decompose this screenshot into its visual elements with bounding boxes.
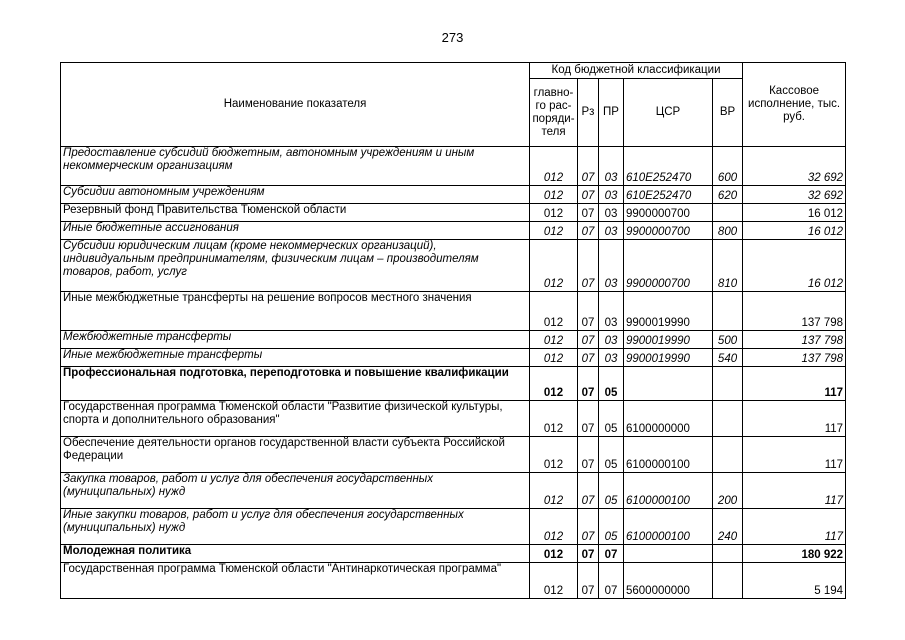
row-name: Резервный фонд Правительства Тюменской области xyxy=(61,204,530,222)
row-code-pr: 05 xyxy=(599,401,624,437)
row-code-gr: 012 xyxy=(530,509,578,545)
row-code-pr: 03 xyxy=(599,204,624,222)
row-name: Межбюджетные трансферты xyxy=(61,331,530,349)
row-code-pr: 03 xyxy=(599,349,624,367)
row-sum: 16 012 xyxy=(743,204,846,222)
row-code-gr: 012 xyxy=(530,147,578,186)
table-row xyxy=(61,401,846,437)
row-sum: 16 012 xyxy=(743,240,846,292)
row-code-gr: 012 xyxy=(530,437,578,473)
row-code-gr: 012 xyxy=(530,222,578,240)
row-sum: 32 692 xyxy=(743,147,846,186)
row-code-gr: 012 xyxy=(530,367,578,401)
row-code-gr: 012 xyxy=(530,563,578,599)
row-code-rz: 07 xyxy=(578,563,599,599)
row-code-csr: 610E252470 xyxy=(624,147,713,186)
row-code-vr: 540 xyxy=(713,349,743,367)
row-code-rz: 07 xyxy=(578,204,599,222)
row-code-rz: 07 xyxy=(578,240,599,292)
row-sum: 117 xyxy=(743,367,846,401)
row-code-rz: 07 xyxy=(578,147,599,186)
row-code-pr: 07 xyxy=(599,545,624,563)
row-code-gr: 012 xyxy=(530,204,578,222)
row-code-gr: 012 xyxy=(530,331,578,349)
row-name: Иные бюджетные ассигнования xyxy=(61,222,530,240)
row-code-gr: 012 xyxy=(530,473,578,509)
row-code-pr: 05 xyxy=(599,367,624,401)
row-sum: 117 xyxy=(743,401,846,437)
row-code-pr: 07 xyxy=(599,563,624,599)
row-code-csr: 6100000100 xyxy=(624,437,713,473)
row-code-vr xyxy=(713,292,743,331)
table-row xyxy=(61,473,846,509)
table-row xyxy=(61,545,846,563)
row-sum: 5 194 xyxy=(743,563,846,599)
row-code-csr: 9900019990 xyxy=(624,349,713,367)
row-sum: 137 798 xyxy=(743,349,846,367)
row-code-pr: 03 xyxy=(599,147,624,186)
row-code-gr: 012 xyxy=(530,349,578,367)
row-code-pr: 05 xyxy=(599,473,624,509)
table-row xyxy=(61,563,846,599)
row-code-csr: 9900000700 xyxy=(624,240,713,292)
row-code-vr: 500 xyxy=(713,331,743,349)
row-code-gr: 012 xyxy=(530,292,578,331)
row-code-csr: 5600000000 xyxy=(624,563,713,599)
row-code-gr: 012 xyxy=(530,545,578,563)
row-code-csr xyxy=(624,367,713,401)
header-col-vr: ВР xyxy=(713,79,743,147)
row-sum: 180 922 xyxy=(743,545,846,563)
header-col-rz: Рз xyxy=(578,79,599,147)
row-code-vr: 620 xyxy=(713,186,743,204)
table-row xyxy=(61,292,846,331)
row-code-pr: 03 xyxy=(599,186,624,204)
row-code-rz: 07 xyxy=(578,367,599,401)
row-code-vr: 800 xyxy=(713,222,743,240)
table-row xyxy=(61,240,846,292)
row-sum: 16 012 xyxy=(743,222,846,240)
row-code-vr xyxy=(713,437,743,473)
row-code-csr: 6100000100 xyxy=(624,509,713,545)
budget-table xyxy=(60,62,846,599)
row-code-vr xyxy=(713,545,743,563)
row-name: Молодежная политика xyxy=(61,545,530,563)
row-sum: 137 798 xyxy=(743,292,846,331)
row-name: Иные межбюджетные трансферты xyxy=(61,349,530,367)
table-row xyxy=(61,509,846,545)
header-col-gr: главно-го рас-поряди-теля xyxy=(530,79,578,147)
row-name: Субсидии автономным учреждениям xyxy=(61,186,530,204)
row-name: Профессиональная подготовка, переподготовка и повышение квалификации xyxy=(61,367,530,401)
row-code-csr: 9900019990 xyxy=(624,331,713,349)
row-code-vr: 200 xyxy=(713,473,743,509)
row-code-rz: 07 xyxy=(578,509,599,545)
row-code-rz: 07 xyxy=(578,437,599,473)
row-code-rz: 07 xyxy=(578,186,599,204)
row-name: Обеспечение деятельности органов государственной власти субъекта Российской Федерации xyxy=(61,437,530,473)
header-col-pr: ПР xyxy=(599,79,624,147)
table-row xyxy=(61,437,846,473)
row-name: Субсидии юридическим лицам (кроме некоммерческих организаций), индивидуальным предпринимателям, физическим лицам – производителям товаров, работ, услуг xyxy=(61,240,530,292)
page-number: 273 xyxy=(441,30,464,45)
row-code-vr xyxy=(713,401,743,437)
row-sum: 137 798 xyxy=(743,331,846,349)
row-code-vr xyxy=(713,563,743,599)
row-sum: 117 xyxy=(743,437,846,473)
row-code-vr: 240 xyxy=(713,509,743,545)
row-code-csr: 6100000100 xyxy=(624,473,713,509)
header-col-csr: ЦСР xyxy=(624,79,713,147)
row-code-vr xyxy=(713,204,743,222)
row-name: Иные межбюджетные трансферты на решение вопросов местного значения xyxy=(61,292,530,331)
table-body xyxy=(61,147,846,599)
row-code-vr xyxy=(713,367,743,401)
row-name: Иные закупки товаров, работ и услуг для обеспечения государственных (муниципальных) нужд xyxy=(61,509,530,545)
row-sum: 117 xyxy=(743,473,846,509)
header-sum: Кассовое исполнение, тыс. руб. xyxy=(743,63,846,147)
row-code-pr: 05 xyxy=(599,509,624,545)
row-code-csr: 610E252470 xyxy=(624,186,713,204)
table-row xyxy=(61,349,846,367)
table-row xyxy=(61,204,846,222)
row-code-pr: 03 xyxy=(599,222,624,240)
row-code-csr: 9900000700 xyxy=(624,204,713,222)
header-code-group: Код бюджетной классификации xyxy=(530,63,743,79)
row-name: Государственная программа Тюменской области "Развитие физической культуры, спорта и дополнительного образования" xyxy=(61,401,530,437)
row-code-vr: 810 xyxy=(713,240,743,292)
row-name: Государственная программа Тюменской области "Антинаркотическая программа" xyxy=(61,563,530,599)
row-code-csr: 9900019990 xyxy=(624,292,713,331)
row-sum: 117 xyxy=(743,509,846,545)
row-code-pr: 05 xyxy=(599,437,624,473)
row-code-csr xyxy=(624,545,713,563)
table-row xyxy=(61,331,846,349)
row-code-rz: 07 xyxy=(578,473,599,509)
row-code-pr: 03 xyxy=(599,292,624,331)
row-sum: 32 692 xyxy=(743,186,846,204)
table-row xyxy=(61,147,846,186)
row-code-gr: 012 xyxy=(530,186,578,204)
row-code-gr: 012 xyxy=(530,240,578,292)
row-code-rz: 07 xyxy=(578,545,599,563)
row-code-rz: 07 xyxy=(578,292,599,331)
row-code-rz: 07 xyxy=(578,349,599,367)
row-code-pr: 03 xyxy=(599,240,624,292)
table-row xyxy=(61,186,846,204)
row-code-rz: 07 xyxy=(578,331,599,349)
header-name: Наименование показателя xyxy=(61,63,530,147)
row-code-pr: 03 xyxy=(599,331,624,349)
table-row xyxy=(61,222,846,240)
table-row xyxy=(61,367,846,401)
row-code-gr: 012 xyxy=(530,401,578,437)
row-code-rz: 07 xyxy=(578,401,599,437)
row-name: Закупка товаров, работ и услуг для обеспечения государственных (муниципальных) нужд xyxy=(61,473,530,509)
row-code-csr: 6100000000 xyxy=(624,401,713,437)
row-code-vr: 600 xyxy=(713,147,743,186)
row-code-rz: 07 xyxy=(578,222,599,240)
row-name: Предоставление субсидий бюджетным, автономным учреждениям и иным некоммерческим организациям xyxy=(61,147,530,186)
row-code-csr: 9900000700 xyxy=(624,222,713,240)
